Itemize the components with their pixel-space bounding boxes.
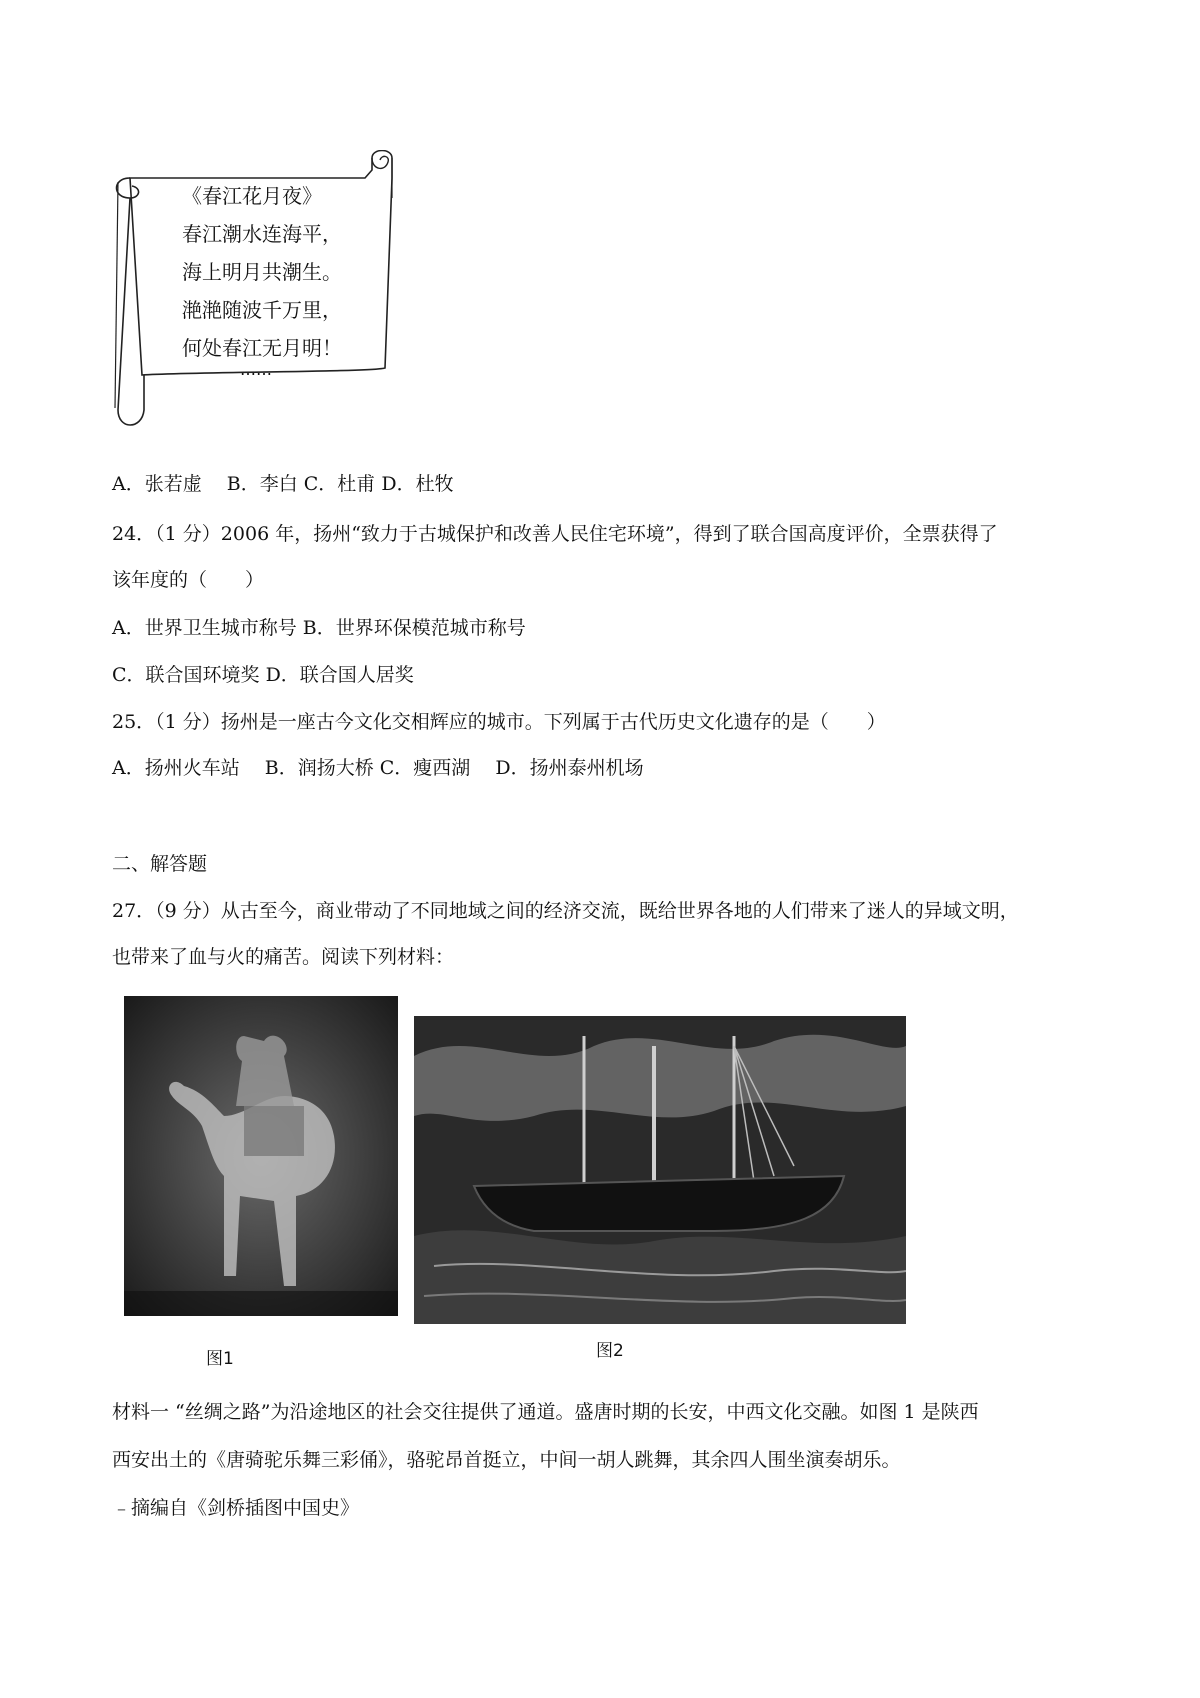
material-1-line-2: 西安出土的《唐骑驼乐舞三彩俑》，骆驼昂首挺立，中间一胡人跳舞，其余四人围坐演奏胡乐。	[112, 1449, 901, 1471]
poem-title: 《春江花月夜》	[182, 184, 322, 208]
material-1-source: ﹣摘编自《剑桥插图中国史》	[112, 1497, 360, 1519]
q27-stem-line-1: 27．（9 分）从古至今，商业带动了不同地域之间的经济交流，既给世界各地的人们带来了迷人的异域文明，	[112, 900, 1019, 922]
material-1-line-1: 材料一 “丝绸之路”为沿途地区的社会交往提供了通道。盛唐时期的长安，中西文化交融。如图 1 是陕西	[112, 1401, 979, 1423]
poem-line-2: 海上明月共潮生。	[182, 260, 342, 284]
q24-options-line-2: C．联合国环境奖 D．联合国人居奖	[112, 664, 414, 686]
q24-stem-line-2: 该年度的（ ）	[112, 569, 265, 591]
q24-stem-line-1: 24．（1 分）2006 年，扬州“致力于古城保护和改善人民住宅环境”，得到了联合国高度评价，全票获得了	[112, 523, 998, 545]
q24-options-line-1: A．世界卫生城市称号 B．世界环保模范城市称号	[112, 617, 526, 639]
poem-ellipsis: ……	[240, 360, 272, 379]
figure-2-ship-image	[414, 1016, 906, 1324]
q23-options: A．张若虚 B．李白 C．杜甫 D．杜牧	[112, 473, 454, 495]
poem-line-1: 春江潮水连海平，	[182, 222, 342, 246]
poem-line-4: 何处春江无月明！	[182, 336, 342, 360]
figure-1-caption: 图1	[206, 1349, 234, 1369]
q27-stem-line-2: 也带来了血与火的痛苦。阅读下列材料：	[112, 946, 455, 968]
q25-stem: 25．（1 分）扬州是一座古今文化交相辉应的城市。下列属于古代历史文化遗存的是（ ）	[112, 711, 886, 733]
figure-1-camel-photo	[124, 996, 398, 1316]
figure-2-caption: 图2	[596, 1341, 624, 1361]
q25-options: A．扬州火车站 B．润扬大桥 C．瘦西湖 D．扬州泰州机场	[112, 757, 644, 779]
poem-line-3: 滟滟随波千万里，	[182, 298, 342, 322]
section-title: 二、解答题	[112, 853, 208, 875]
